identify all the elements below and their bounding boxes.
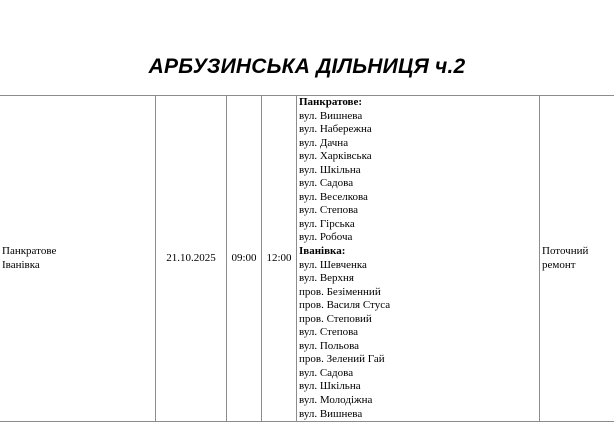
outage-schedule-table (0, 95, 614, 422)
street-item: вул. Садова (299, 366, 354, 379)
streets-cell (297, 96, 540, 422)
table-row (0, 96, 614, 422)
street-item: вул. Польова (299, 339, 360, 352)
village-name: Іванівка (2, 258, 40, 271)
street-item: вул. Харківська (299, 150, 372, 163)
work-type-line: ремонт (542, 258, 576, 271)
street-item: вул. Вишнева (299, 407, 363, 420)
street-item: вул. Шевченка (299, 258, 367, 271)
street-item: пров. Зелений Гай (299, 353, 385, 366)
street-item: вул. Робоча (299, 231, 353, 244)
street-item: вул. Шкільна (299, 380, 361, 393)
street-item: вул. Молодіжна (299, 394, 373, 407)
street-item: вул. Гірська (299, 217, 355, 230)
village-name: Панкратове (2, 245, 57, 258)
street-group-heading: Панкратове: (299, 96, 363, 108)
street-group-ivanivka (299, 245, 537, 421)
date-cell: 21.10.2025 (156, 96, 227, 422)
work-type-line: Поточний (542, 245, 589, 258)
street-item: пров. Степовий (299, 312, 372, 325)
street-item: вул. Шкільна (299, 163, 361, 176)
page-title: АРБУЗИНСЬКА ДІЛЬНИЦЯ ч.2 (148, 55, 466, 78)
street-item: пров. Василя Стуса (299, 299, 391, 312)
street-group-heading: Іванівка: (299, 245, 346, 258)
work-type-cell (540, 96, 614, 422)
street-item: вул. Садова (299, 177, 354, 190)
street-item: вул. Степова (299, 204, 359, 217)
street-item: вул. Вишнева (299, 109, 363, 122)
street-group-pankratove (299, 96, 537, 245)
street-item: вул. Веселкова (299, 190, 368, 203)
villages-cell (0, 96, 156, 422)
street-item: вул. Набережна (299, 123, 372, 136)
street-item: вул. Верхня (299, 272, 354, 285)
street-item: вул. Дачна (299, 136, 349, 149)
street-item: пров. Безіменний (299, 285, 381, 298)
street-item: вул. Степова (299, 326, 359, 339)
end-time-cell: 12:00 (262, 96, 297, 422)
start-time-cell: 09:00 (227, 96, 262, 422)
